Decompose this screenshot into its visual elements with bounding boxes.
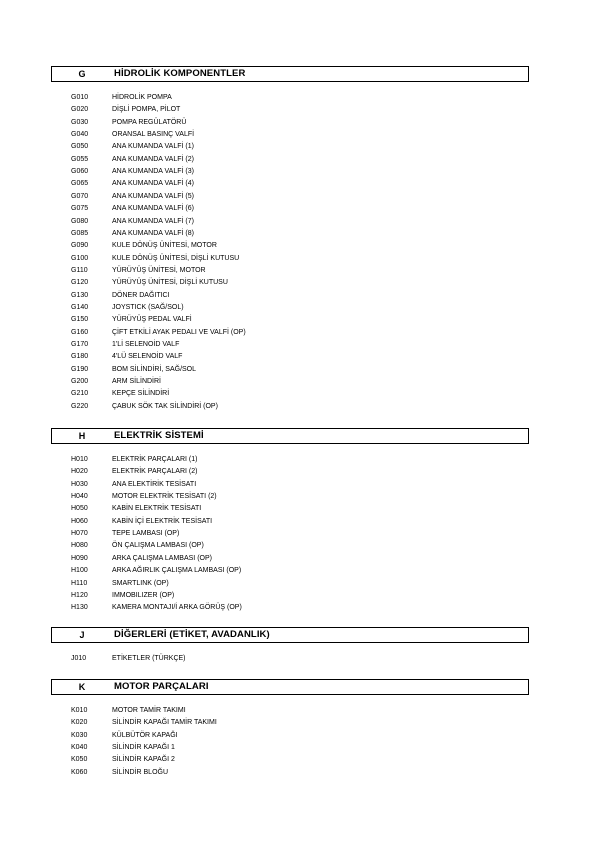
item-code: G080	[71, 217, 89, 225]
list-item	[0, 240, 596, 252]
item-name: HİDROLİK POMPA	[112, 94, 172, 101]
item-code: G190	[71, 365, 89, 373]
item-name: ELEKTRİK PARÇALARI (1)	[112, 456, 198, 463]
section-header-j	[51, 627, 529, 643]
list-item	[0, 401, 596, 413]
item-name: KULE DÖNÜŞ ÜNİTESİ, DİŞLİ KUTUSU	[112, 254, 240, 262]
item-name: KÜLBÜTÖR KAPAĞI	[112, 731, 178, 739]
section-code: G	[78, 69, 86, 79]
list-item	[0, 191, 596, 203]
item-name: 4'LÜ SELENOİD VALF	[112, 353, 183, 361]
item-code: K030	[71, 731, 88, 739]
section-title: ELEKTRİK SİSTEMİ	[114, 430, 204, 441]
list-item	[0, 705, 596, 717]
list-item	[0, 314, 596, 326]
list-item	[0, 602, 596, 614]
item-name: YÜRÜYÜŞ ÜNİTESİ, DİŞLİ KUTUSU	[112, 279, 228, 287]
item-name: ARKA AĞIRLIK ÇALIŞMA LAMBASI (OP)	[112, 567, 242, 575]
list-item	[0, 754, 596, 766]
item-code: K020	[71, 719, 88, 727]
list-item	[0, 516, 596, 528]
list-item	[0, 491, 596, 503]
item-code: G010	[71, 94, 89, 101]
item-name: KABİN İÇİ ELEKTRİK TESİSATI	[112, 517, 213, 525]
section-title: DİĞERLERİ (ETİKET, AVADANLIK)	[114, 629, 270, 640]
list-item	[0, 528, 596, 540]
item-name: SİLİNDİR KAPAĞI 1	[112, 744, 175, 752]
item-code: H030	[71, 480, 88, 488]
item-code: G085	[71, 229, 89, 237]
list-item	[0, 129, 596, 141]
item-code: G180	[71, 353, 89, 361]
list-item	[0, 327, 596, 339]
list-item	[0, 503, 596, 515]
item-code: G065	[71, 180, 89, 188]
item-name: SİLİNDİR KAPAĞI 2	[112, 756, 175, 764]
item-name: ÖN ÇALIŞMA LAMBASI (OP)	[112, 542, 204, 550]
item-name: ANA KUMANDA VALFİ (8)	[112, 229, 194, 237]
item-name: 1'Lİ SELENOİD VALF	[112, 341, 180, 348]
item-name: MOTOR ELEKTRİK TESİSATI (2)	[112, 493, 217, 501]
item-name: JOYSTICK (SAĞ/SOL)	[112, 303, 184, 311]
item-code: G170	[71, 341, 89, 348]
section-header-h	[51, 428, 529, 444]
item-code: G100	[71, 254, 89, 262]
list-item	[0, 154, 596, 166]
section-header-g	[51, 66, 529, 82]
list-item	[0, 742, 596, 754]
item-code: H100	[71, 567, 88, 575]
item-name: YÜRÜYÜŞ PEDAL VALFİ	[112, 316, 192, 324]
section-header-k	[51, 679, 529, 695]
list-item	[0, 717, 596, 729]
list-item	[0, 104, 596, 116]
item-name: ANA ELEKTİRİK TESİSATI	[112, 480, 197, 488]
section-title: HİDROLİK KOMPONENTLER	[114, 68, 246, 79]
item-code: H130	[71, 604, 88, 612]
list-item	[0, 578, 596, 590]
section-title: MOTOR PARÇALARI	[114, 681, 209, 692]
item-code: K040	[71, 744, 88, 752]
item-name: ETİKETLER (TÜRKÇE)	[112, 655, 186, 662]
item-name: KEPÇE SİLİNDİRİ	[112, 390, 170, 398]
item-code: G020	[71, 106, 89, 114]
item-name: ANA KUMANDA VALFİ (2)	[112, 155, 194, 163]
section-code: H	[78, 431, 86, 441]
list-item	[0, 565, 596, 577]
item-code: G140	[71, 303, 89, 311]
item-name: IMMOBILIZER (OP)	[112, 591, 175, 599]
item-code: G110	[71, 266, 88, 274]
item-name: ANA KUMANDA VALFİ (5)	[112, 192, 194, 200]
item-name: ÇABUK SÖK TAK SİLİNDİRİ (OP)	[112, 402, 218, 410]
item-code: K010	[71, 707, 88, 714]
item-name: SİLİNDİR BLOĞU	[112, 768, 169, 776]
item-name: ORANSAL BASINÇ VALFİ	[112, 131, 195, 139]
item-name: ELEKTRİK PARÇALARI (2)	[112, 468, 198, 476]
list-item	[0, 265, 596, 277]
item-name: ANA KUMANDA VALFİ (1)	[112, 143, 194, 151]
list-item	[0, 388, 596, 400]
item-code: K060	[71, 768, 88, 776]
item-code: G055	[71, 155, 89, 163]
list-item	[0, 376, 596, 388]
item-name: KULE DÖNÜŞ ÜNİTESİ, MOTOR	[112, 242, 217, 250]
item-code: H040	[71, 493, 88, 501]
item-code: H080	[71, 542, 88, 550]
list-item	[0, 590, 596, 602]
list-item	[0, 216, 596, 228]
item-name: ANA KUMANDA VALFİ (4)	[112, 180, 194, 188]
list-item	[0, 277, 596, 289]
section-code: J	[79, 630, 85, 640]
item-code: H090	[71, 554, 88, 562]
item-name: ANA KUMANDA VALFİ (6)	[112, 205, 194, 213]
item-code: H070	[71, 530, 88, 538]
list-item	[0, 228, 596, 240]
list-item	[0, 466, 596, 478]
list-item	[0, 364, 596, 376]
list-item	[0, 479, 596, 491]
item-code: G130	[71, 291, 89, 299]
item-code: G030	[71, 118, 89, 126]
list-item	[0, 540, 596, 552]
item-name: ARKA ÇALIŞMA LAMBASI (OP)	[112, 554, 212, 562]
list-item	[0, 653, 596, 665]
item-code: G210	[71, 390, 89, 398]
item-name: ÇİFT ETKİLİ AYAK PEDALI VE VALFİ (OP)	[112, 328, 246, 336]
list-item	[0, 203, 596, 215]
item-code: H060	[71, 517, 88, 525]
item-name: DÖNER DAĞITICI	[112, 291, 170, 299]
item-name: BOM SİLİNDİRİ, SAĞ/SOL	[112, 365, 197, 373]
list-item	[0, 290, 596, 302]
list-item	[0, 339, 596, 351]
item-code: G220	[71, 402, 89, 410]
item-code: G075	[71, 205, 89, 213]
item-name: ARM SİLİNDİRİ	[112, 378, 162, 386]
item-code: G050	[71, 143, 89, 151]
list-item	[0, 253, 596, 265]
item-code: H010	[71, 456, 88, 463]
item-name: TEPE LAMBASI (OP)	[112, 530, 180, 538]
item-name: ANA KUMANDA VALFİ (3)	[112, 168, 194, 176]
list-item	[0, 302, 596, 314]
list-item	[0, 92, 596, 104]
item-code: G160	[71, 328, 89, 336]
item-code: G150	[71, 316, 89, 324]
item-name: SMARTLINK (OP)	[112, 579, 169, 587]
item-code: H050	[71, 505, 88, 513]
item-name: ANA KUMANDA VALFİ (7)	[112, 217, 194, 225]
list-item	[0, 767, 596, 779]
item-code: H110	[71, 579, 88, 587]
item-name: KABİN ELEKTRİK TESİSATI	[112, 505, 202, 513]
item-code: J010	[71, 655, 87, 662]
section-code: K	[78, 682, 86, 692]
item-name: POMPA REGÜLATÖRÜ	[112, 118, 187, 126]
list-item	[0, 454, 596, 466]
item-name: KAMERA MONTAJI/İ ARKA GÖRÜŞ (OP)	[112, 604, 242, 612]
list-item	[0, 351, 596, 363]
item-name: SİLİNDİR KAPAĞI TAMİR TAKIMI	[112, 719, 217, 727]
list-item	[0, 178, 596, 190]
list-item	[0, 553, 596, 565]
list-item	[0, 166, 596, 178]
item-code: H020	[71, 468, 88, 476]
item-name: MOTOR TAMİR TAKIMI	[112, 707, 186, 714]
item-code: G200	[71, 378, 89, 386]
list-item	[0, 141, 596, 153]
item-code: G120	[71, 279, 89, 287]
item-code: H120	[71, 591, 88, 599]
item-name: YÜRÜYÜŞ ÜNİTESİ, MOTOR	[112, 266, 206, 274]
list-item	[0, 730, 596, 742]
item-code: K050	[71, 756, 88, 764]
item-code: G060	[71, 168, 89, 176]
item-code: G040	[71, 131, 89, 139]
item-code: G090	[71, 242, 89, 250]
list-item	[0, 117, 596, 129]
item-code: G070	[71, 192, 89, 200]
item-name: DİŞLİ POMPA, PİLOT	[112, 106, 181, 114]
